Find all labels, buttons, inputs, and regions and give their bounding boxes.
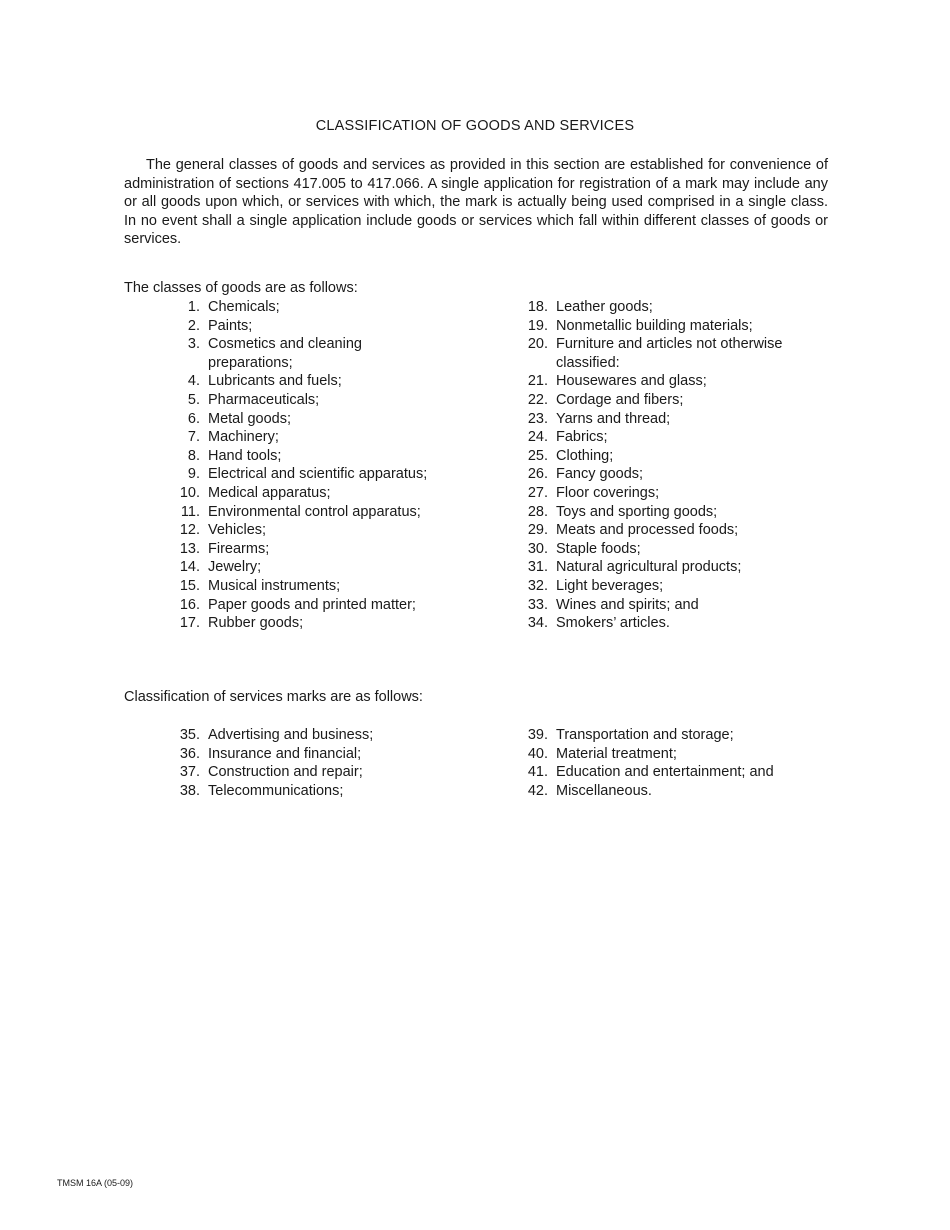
list-item-number: 12. [179,522,200,539]
list-item-text: Paper goods and printed matter; [208,596,416,613]
list-item [518,372,818,391]
list-item-number: 18. [527,299,548,315]
list-item-text: Leather goods; [556,299,653,315]
list-item-number: 7. [187,429,200,446]
list-item-number: 39. [527,727,548,743]
list-item [518,726,818,745]
list-item [518,317,818,336]
list-item [170,540,470,559]
list-item-text: Clothing; [556,447,614,464]
goods-list-right [518,298,818,633]
list-item-text: Jewelry; [208,559,262,576]
list-item-number: 38. [179,782,200,799]
list-item [170,577,470,596]
list-item-text: Machinery; [208,429,279,446]
list-item-number: 16. [179,596,200,613]
list-item-text: Furniture and articles not otherwise classified: [556,336,783,371]
list-item-number: 30. [527,540,548,557]
page-title: CLASSIFICATION OF GOODS AND SERVICES [315,118,635,134]
list-item-number: 25. [527,447,548,464]
list-item [170,596,470,615]
list-item [170,614,470,633]
services-list-right [518,726,818,800]
list-item [518,335,818,372]
list-item-number: 23. [527,410,548,427]
list-item-text: Metal goods; [208,410,292,427]
list-item-number: 35. [179,727,200,743]
list-item-number: 11. [180,503,200,520]
list-item-text: Transportation and storage; [556,727,734,743]
list-item-text: Miscellaneous. [556,782,652,799]
list-item-number: 3. [187,336,200,353]
list-item-number: 22. [527,391,548,408]
list-item-number: 26. [527,466,548,483]
list-item-number: 20. [527,336,548,353]
list-item-text: Meats and processed foods; [556,522,739,539]
list-item [170,447,470,466]
list-item-number: 28. [527,503,548,520]
list-item [170,484,470,503]
list-item-number: 21. [527,373,548,390]
list-item-text: Yarns and thread; [556,410,671,427]
list-item [518,465,818,484]
list-item-text: Firearms; [208,540,270,557]
list-item [170,317,470,336]
list-item-number: 1. [187,299,200,315]
list-item [518,577,818,596]
list-item-text: Natural agricultural products; [556,559,742,576]
list-item-number: 41. [527,764,548,781]
list-item [170,558,470,577]
list-item-number: 29. [527,522,548,539]
list-item [170,298,470,317]
list-item [518,614,818,633]
list-item [518,596,818,615]
list-item-text: Vehicles; [208,522,267,539]
list-item-text: Toys and sporting goods; [556,503,718,520]
list-item [518,782,818,801]
list-item [518,410,818,429]
list-item-text: Hand tools; [208,447,282,464]
list-item [170,521,470,540]
list-item-number: 36. [179,745,200,762]
list-item-text: Cordage and fibers; [556,391,684,408]
list-item-number: 33. [527,596,548,613]
list-item [170,763,470,782]
list-item [518,745,818,764]
list-item-text: Rubber goods; [208,615,304,632]
list-item-number: 8. [187,447,200,464]
list-item [518,447,818,466]
list-item [170,410,470,429]
list-item-text: Cosmetics and cleaning preparations; [208,336,362,371]
list-item-text: Telecommunications; [208,782,344,799]
list-item-text: Advertising and business; [208,727,374,743]
list-item-number: 34. [527,615,548,632]
list-item [170,391,470,410]
list-item-text: Paints; [208,317,253,334]
intro-paragraph: The general classes of goods and services as provided in this section are established for convenience of administration of sections 417.005 to 417.066. A single application for registration of a mark may include any or all goods upon which, or services with which, the mark is actually being used comprised in a single class. In no event shall a single application include goods or services which fall within different classes of goods or services. [124,157,828,247]
list-item-number: 14. [179,559,200,576]
list-item-number: 2. [187,317,200,334]
list-item-text: Chemicals; [208,299,280,315]
services-list-left [170,726,470,800]
list-item-number: 10. [179,484,200,501]
list-item [518,298,818,317]
list-item [518,540,818,559]
list-item-number: 37. [179,764,200,781]
list-item-text: Smokers’ articles. [556,615,670,632]
list-item-text: Electrical and scientific apparatus; [208,466,428,483]
list-item-text: Construction and repair; [208,764,363,781]
list-item-number: 40. [527,745,548,762]
list-item-number: 17. [179,615,200,632]
list-item [170,503,470,522]
list-item-text: Musical instruments; [208,577,341,594]
list-item [170,372,470,391]
list-item-number: 27. [527,484,548,501]
list-item-number: 5. [187,391,200,408]
list-item [518,558,818,577]
list-item [518,763,818,782]
list-item-number: 15. [179,577,200,594]
list-item-number: 13. [179,540,200,557]
list-item-number: 4. [187,373,200,390]
list-item-text: Insurance and financial; [208,745,362,762]
list-item-number: 32. [527,577,548,594]
list-item [170,745,470,764]
list-item-text: Material treatment; [556,745,677,762]
list-item-text: Medical apparatus; [208,484,331,501]
list-item-text: Education and entertainment; and [556,764,774,781]
list-item [518,391,818,410]
list-item [170,335,470,372]
services-heading: Classification of services marks are as follows: [124,689,423,705]
list-item-text: Lubricants and fuels; [208,373,342,390]
list-item [518,503,818,522]
list-item-text: Fabrics; [556,429,608,446]
list-item [170,428,470,447]
goods-heading: The classes of goods are as follows: [124,280,358,296]
list-item-text: Light beverages; [556,577,664,594]
list-item-text: Fancy goods; [556,466,644,483]
list-item-text: Environmental control apparatus; [208,503,421,520]
form-id: TMSM 16A (05-09) [57,1178,134,1188]
list-item [518,428,818,447]
list-item-text: Housewares and glass; [556,373,707,390]
list-item-text: Staple foods; [556,540,641,557]
list-item-text: Floor coverings; [556,484,660,501]
list-item [518,484,818,503]
list-item [170,465,470,484]
list-item-number: 6. [187,410,200,427]
list-item-number: 24. [527,429,548,446]
list-item-number: 42. [527,782,548,799]
list-item-text: Nonmetallic building materials; [556,317,753,334]
list-item-number: 9. [187,466,200,483]
list-item [170,726,470,745]
list-item [518,521,818,540]
list-item-text: Wines and spirits; and [556,596,699,613]
list-item [170,782,470,801]
list-item-number: 19. [527,317,548,334]
goods-list-left [170,298,470,633]
list-item-text: Pharmaceuticals; [208,391,320,408]
list-item-number: 31. [527,559,548,576]
